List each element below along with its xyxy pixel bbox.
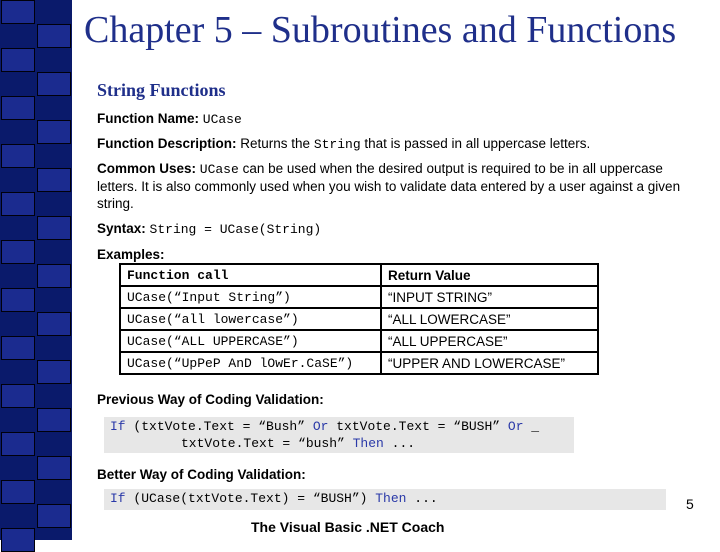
section-subtitle: String Functions: [97, 80, 226, 100]
function-description-post: that is passed in all uppercase letters.: [364, 136, 591, 151]
common-uses-code: UCase: [199, 162, 239, 177]
table-header-row: [120, 264, 598, 286]
function-name-value: UCase: [202, 112, 242, 127]
examples-label-text: Examples:: [97, 247, 165, 262]
previous-way-label: Previous Way of Coding Validation:: [97, 392, 324, 407]
function-description-line: [97, 135, 590, 153]
code-line-2: [110, 435, 568, 452]
function-description-pre: Returns the: [240, 136, 311, 151]
stripe-cell: [37, 24, 71, 48]
page-number: 5: [686, 496, 694, 512]
return-value-cell: “ALL LOWERCASE”: [381, 308, 598, 330]
better-code-block: [104, 489, 666, 510]
function-call-cell: UCase(“all lowercase”): [120, 308, 381, 330]
slide-title: Chapter 5 – Subroutines and Functions: [84, 9, 677, 51]
column-header-function-call: Function call: [120, 264, 381, 286]
stripe-cell: [1, 0, 35, 24]
syntax-line: [97, 220, 321, 238]
table-row: [120, 286, 598, 308]
code-text: _: [523, 419, 540, 434]
common-uses-paragraph: [97, 160, 697, 212]
keyword-then: Then: [344, 436, 384, 451]
stripe-cell: [1, 528, 35, 552]
code-text: ...: [406, 491, 438, 506]
table-row: [120, 352, 598, 374]
previous-code-block: [104, 417, 574, 453]
function-call-cell: UCase(“UpPeP AnD lOwEr.CaSE”): [120, 352, 381, 374]
better-way-label: Better Way of Coding Validation:: [97, 467, 306, 482]
stripe-cell: [1, 144, 35, 168]
syntax-label: Syntax:: [97, 221, 146, 236]
stripe-cell: [37, 360, 71, 384]
code-text: (txtVote.Text = “Bush”: [125, 419, 306, 434]
function-call-cell: UCase(“Input String”): [120, 286, 381, 308]
common-uses-text: can be used when the desired output is required to be in all uppercase letters. It is also commonly used when you wish to validate data entered by a user against a given string.: [97, 161, 681, 211]
code-text: ...: [383, 436, 416, 451]
examples-table: [119, 263, 599, 375]
keyword-or: Or: [500, 419, 524, 434]
function-call-cell: UCase(“ALL UPPERCASE”): [120, 330, 381, 352]
stripe-cell: [37, 312, 71, 336]
stripe-cell: [37, 168, 71, 192]
code-line-1: [110, 418, 568, 435]
code-text: txtVote.Text = “BUSH”: [328, 419, 501, 434]
stripe-cell: [1, 48, 35, 72]
stripe-cell: [1, 384, 35, 408]
code-line: [110, 490, 660, 507]
return-value-cell: “UPPER AND LOWERCASE”: [381, 352, 598, 374]
return-value-cell: “INPUT STRING”: [381, 286, 598, 308]
decorative-stripe: [0, 0, 72, 540]
table-row: [120, 330, 598, 352]
column-header-return-value: Return Value: [381, 264, 598, 286]
stripe-cell: [1, 240, 35, 264]
stripe-cell: [1, 336, 35, 360]
stripe-cell: [37, 456, 71, 480]
stripe-cell: [1, 96, 35, 120]
function-name-line: [97, 110, 242, 128]
table-row: [120, 308, 598, 330]
keyword-if: If: [110, 491, 126, 506]
stripe-cell: [1, 480, 35, 504]
previous-way-heading: [97, 391, 324, 408]
footer-text: The Visual Basic .NET Coach: [251, 519, 445, 535]
stripe-cell: [1, 432, 35, 456]
examples-label: [97, 246, 165, 263]
stripe-cell: [37, 120, 71, 144]
function-description-code: String: [313, 137, 361, 152]
code-text: txtVote.Text = “bush”: [181, 436, 345, 451]
stripe-cell: [37, 504, 71, 528]
better-way-heading: [97, 466, 306, 483]
function-name-label: Function Name:: [97, 111, 200, 126]
stripe-cell: [37, 72, 71, 96]
stripe-cell: [37, 264, 71, 288]
return-value-cell: “ALL UPPERCASE”: [381, 330, 598, 352]
keyword-if: If: [110, 419, 126, 434]
common-uses-label: Common Uses:: [97, 161, 197, 176]
keyword-or: Or: [305, 419, 329, 434]
stripe-cell: [1, 288, 35, 312]
stripe-cell: [37, 408, 71, 432]
stripe-cell: [1, 192, 35, 216]
function-description-label: Function Description:: [97, 136, 237, 151]
syntax-code: String = UCase(String): [149, 222, 322, 237]
keyword-then: Then: [367, 491, 407, 506]
stripe-cell: [37, 216, 71, 240]
code-text: (UCase(txtVote.Text) = “BUSH”): [125, 491, 368, 506]
